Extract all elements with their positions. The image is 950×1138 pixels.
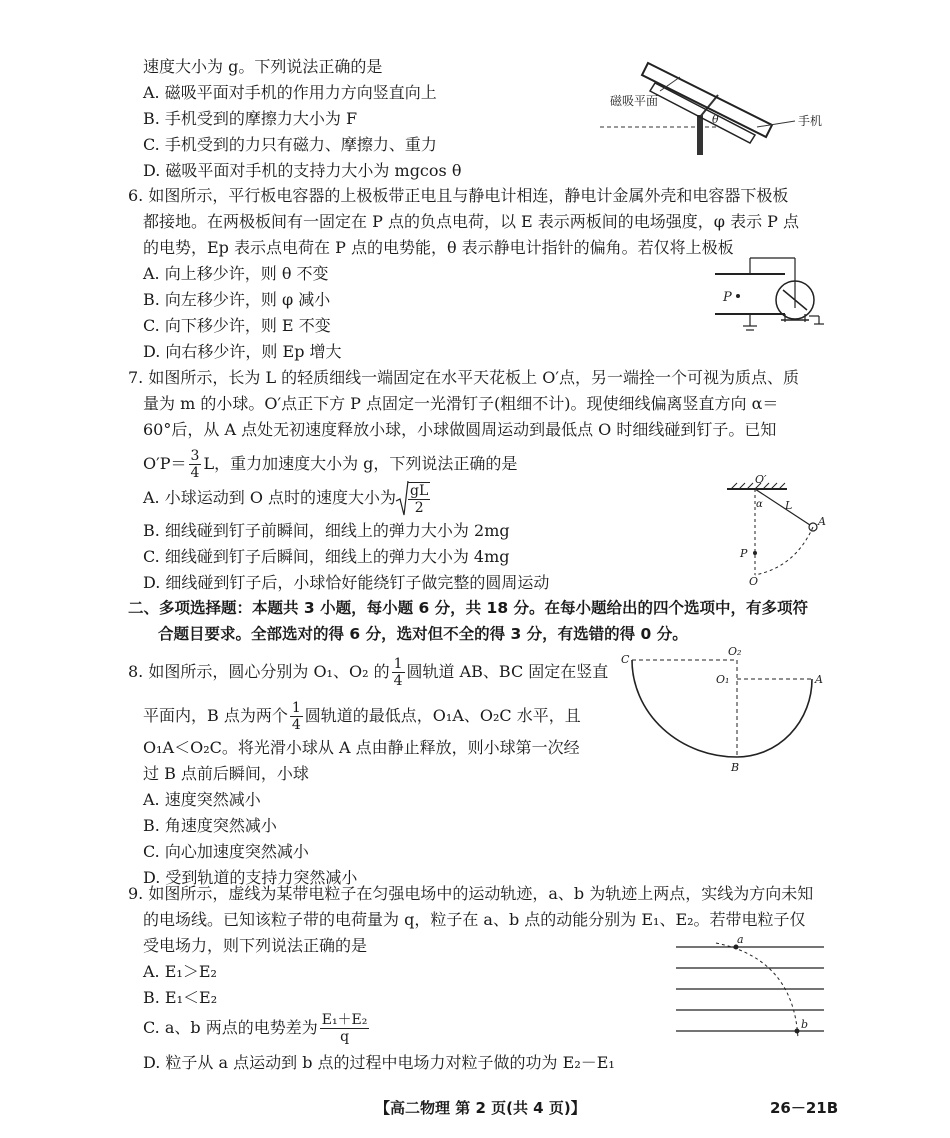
q7-label-p: P	[740, 547, 748, 560]
q7-sqrt-num: gL	[410, 483, 429, 499]
q6-option-c: C. 向下移少许，则 E 不变	[143, 316, 331, 335]
q9-field-figure	[676, 935, 826, 1045]
q8-line2-frac	[290, 700, 303, 733]
q6-option-d: D. 向右移少许，则 Ep 增大	[143, 342, 342, 361]
q8-line2	[143, 696, 581, 736]
q9-label-b: b	[801, 1018, 809, 1031]
section2-line1: 二、多项选择题：本题共 3 小题，每小题 6 分，共 18 分。在每小题给出的四个选项中，有多项符	[128, 599, 809, 617]
q8-line1-frac-num: 1	[393, 656, 403, 672]
q8-track-figure	[620, 645, 835, 775]
q5-option-b: B. 手机受到的摩擦力大小为 F	[143, 109, 358, 128]
q9-option-c-num: E₁＋E₂	[321, 1012, 368, 1028]
q7-option-c: C. 细线碰到钉子后瞬间，细线上的弹力大小为 4mg	[143, 547, 510, 566]
q8-label-a: A	[815, 673, 823, 686]
q6-line2: 都接地。在两极板间有一固定在 P 点的负点电荷，以 E 表示两板间的电场强度，φ 表示 P 点	[143, 212, 800, 231]
q8-line2-frac-num: 1	[291, 700, 301, 716]
q5-option-d: D. 磁吸平面对手机的支持力大小为 mgcos θ	[143, 161, 462, 180]
q9-label-a: a	[737, 933, 744, 946]
q7-fraction-den: 4	[190, 465, 200, 481]
q8-line1-post: 圆轨道 AB、BC 固定在竖直	[406, 662, 609, 681]
q7-label-l: L	[785, 499, 793, 512]
q9-option-c-pre: C. a、b 两点的电势差为	[143, 1018, 318, 1037]
page-footer-code: 26－21B	[770, 1099, 839, 1117]
q7-pendulum-figure	[725, 473, 835, 588]
q8-line1-pre: 8. 如图所示，圆心分别为 O₁、O₂ 的	[128, 662, 390, 681]
section2-line2: 合题目要求。全部选对的得 6 分，选对但不全的得 3 分，有选错的得 0 分。	[158, 625, 688, 643]
q7-line4-pre: O′P＝	[143, 454, 187, 473]
q7-label-o: O	[749, 575, 759, 588]
q6-capacitor-figure	[705, 250, 835, 340]
page-footer-center: 【高二物理 第 2 页(共 4 页)】	[375, 1099, 586, 1117]
q8-label-b: B	[731, 761, 740, 774]
q8-label-c: C	[621, 653, 630, 666]
q9-option-d: D. 粒子从 a 点运动到 b 点的过程中电场力对粒子做的功为 E₂－E₁	[143, 1053, 615, 1072]
q9-option-a: A. E₁＞E₂	[143, 962, 217, 981]
q8-option-a: A. 速度突然减小	[143, 790, 261, 809]
q8-line1	[128, 652, 608, 692]
q5-label-plane: 磁吸平面	[610, 94, 659, 108]
q7-sqrt-frac	[408, 482, 430, 516]
q8-line4: 过 B 点前后瞬间，小球	[143, 764, 309, 783]
q8-label-o2: O₂	[728, 645, 742, 658]
q6-option-b: B. 向左移少许，则 φ 减小	[143, 290, 331, 309]
q7-label-o-prime: O′	[755, 473, 767, 486]
q6-option-a: A. 向上移少许，则 θ 不变	[143, 264, 329, 283]
q7-line3: 60°后，从 A 点处无初速度释放小球，小球做圆周运动到最低点 O 时细线碰到钉子。已知	[143, 420, 777, 439]
q5-figure	[600, 55, 830, 165]
q8-line2-post: 圆轨道的最低点，O₁A、O₂C 水平，且	[304, 706, 581, 725]
q8-label-o1: O₁	[716, 673, 730, 686]
q5-label-phone: 手机	[798, 114, 823, 128]
q8-option-c: C. 向心加速度突然减小	[143, 842, 309, 861]
q7-label-alpha: α	[756, 499, 763, 510]
q7-fraction-num: 3	[190, 448, 200, 464]
q7-option-a-text: A. 小球运动到 O 点时的速度大小为	[143, 488, 397, 507]
q6-line3: 的电势，Ep 表示点电荷在 P 点的电势能，θ 表示静电计指针的偏角。若仅将上极板	[143, 238, 734, 257]
q5-label-theta: θ	[712, 113, 719, 126]
q7-label-a: A	[818, 515, 826, 528]
q9-option-c-den: q	[340, 1029, 350, 1045]
q9-option-b: B. E₁＜E₂	[143, 988, 218, 1007]
q5-option-c: C. 手机受到的力只有磁力、摩擦力、重力	[143, 135, 437, 154]
q7-option-b: B. 细线碰到钉子前瞬间，细线上的弹力大小为 2mg	[143, 521, 510, 540]
q5-option-a: A. 磁吸平面对手机的作用力方向竖直向上	[143, 83, 437, 102]
q7-option-a	[143, 478, 432, 519]
q7-line1: 7. 如图所示，长为 L 的轻质细线一端固定在水平天花板上 O′点，另一端拴一个可视为质点、质	[128, 368, 799, 387]
q8-line2-pre: 平面内，B 点为两个	[143, 706, 288, 725]
q7-fraction	[189, 448, 202, 481]
q9-line2: 的电场线。已知该粒子带的电荷量为 q，粒子在 a、b 点的动能分别为 E₁、E₂。若带电粒子仅	[143, 910, 806, 929]
q9-line1: 9. 如图所示，虚线为某带电粒子在匀强电场中的运动轨迹，a、b 为轨迹上两点，实线为方向未知	[128, 884, 814, 903]
q7-sqrt	[396, 479, 432, 519]
q9-option-c	[143, 1008, 371, 1048]
q7-option-d: D. 细线碰到钉子后，小球恰好能绕钉子做完整的圆周运动	[143, 573, 550, 592]
q8-line1-frac-den: 4	[393, 673, 403, 689]
q8-option-d: D. 受到轨道的支持力突然减小	[143, 868, 358, 887]
q8-line2-frac-den: 4	[291, 717, 301, 733]
q8-option-b: B. 角速度突然减小	[143, 816, 277, 835]
q7-line4-post: L，重力加速度大小为 g，下列说法正确的是	[203, 454, 518, 473]
q7-line2: 量为 m 的小球。O′点正下方 P 点固定一光滑钉子(粗细不计)。现使细线偏离竖直方向 α＝	[143, 394, 779, 413]
q7-sqrt-den: 2	[414, 500, 424, 516]
q5-intro: 速度大小为 g。下列说法正确的是	[143, 57, 383, 76]
q9-line3: 受电场力，则下列说法正确的是	[143, 936, 368, 955]
q8-line1-frac	[392, 656, 405, 689]
q6-label-p: P	[723, 290, 732, 305]
q8-line3: O₁A＜O₂C。将光滑小球从 A 点由静止释放，则小球第一次经	[143, 738, 580, 757]
q6-line1: 6. 如图所示，平行板电容器的上极板带正电且与静电计相连，静电计金属外壳和电容器下极板	[128, 186, 789, 205]
q9-option-c-frac	[320, 1012, 370, 1045]
